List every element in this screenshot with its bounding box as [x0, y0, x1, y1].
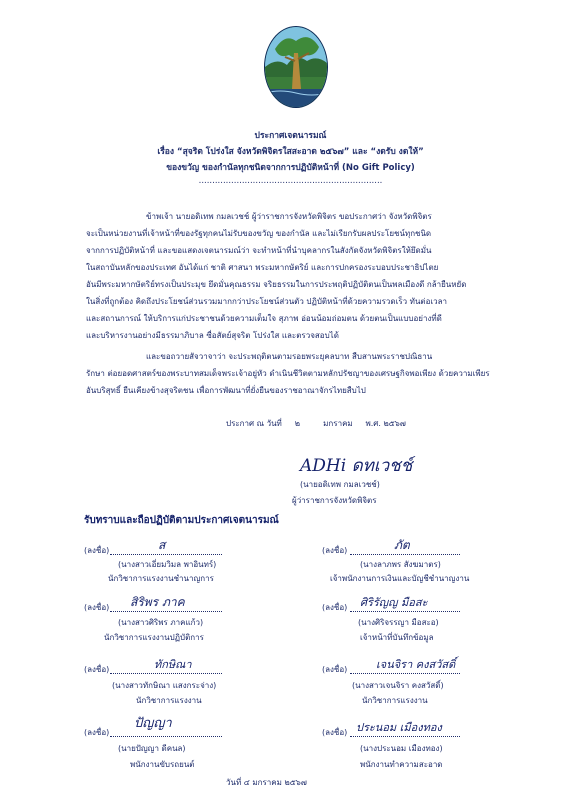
announce-day: ๒: [294, 419, 301, 428]
body-line: ในสิ่งที่ถูกต้อง คิดถึงประโยชน์ส่วนรวมมากกว่าประโยชน์ส่วนตัว ปฏิบัติหน้าที่ด้วยความรวดเร็ว ทันต่อเวลา: [86, 297, 448, 306]
sign-label: (ลงชื่อ): [84, 665, 110, 674]
signer-position: พนักงานขับรถยนต์: [130, 760, 195, 769]
signer-position: เจ้าหน้าที่บันทึกข้อมูล: [360, 633, 434, 642]
signature: ประนอม เมืองทอง: [356, 721, 442, 734]
governor-name: (นายอดิเทพ กมลเวชช์): [300, 480, 380, 489]
signature: ภัต: [394, 538, 410, 552]
signature: ส: [158, 538, 166, 552]
signer-position: นักวิชาการแรงงาน: [362, 696, 428, 705]
signature: ปัญญา: [134, 716, 172, 731]
signer-name: (นางประนอม เมืองทอง): [360, 744, 443, 753]
acknowledge-heading: รับทราบและถือปฏิบัติตามประกาศเจตนารมณ์: [84, 515, 279, 526]
announce-prefix: ประกาศ ณ วันที่: [226, 419, 282, 428]
signer-name: (นางศิริจรรญา มือสะอ): [358, 618, 439, 627]
signature: สิริพร ภาค: [130, 595, 185, 609]
governor-position: ผู้ว่าราชการจังหวัดพิจิตร: [292, 496, 377, 505]
signer-position: นักวิชาการแรงงาน: [136, 696, 202, 705]
signer-position: เจ้าพนักงานการเงินและบัญชีชำนาญงาน: [330, 574, 470, 583]
sign-label: (ลงชื่อ): [322, 603, 348, 612]
body-line: รักษา ต่อยอดศาสตร์ของพระบาทสมเด็จพระเจ้าอยู่หัว ดำเนินชีวิตตามหลักปรัชญาของเศรษฐกิจพอเพียง ด้วยความเพียร: [86, 369, 490, 378]
body-line: และบริหารงานอย่างมีธรรมาภิบาล ซื่อสัตย์สุจริต โปร่งใส และตรวจสอบได้: [86, 331, 339, 340]
signer-name: (นางสาวเจนจิรา คงสวัสดิ์): [352, 681, 444, 690]
body-line: ในสถาบันหลักของประเทศ อันได้แก่ ชาติ ศาสนา พระมหากษัตริย์ และการปกครองระบอบประชาธิปไตย: [86, 263, 439, 272]
signer-name: (นายปัญญา ดีคนล): [118, 744, 186, 753]
announcement-subject: เรื่อง “สุจริต โปร่งใส จังหวัดพิจิตรใสสะอาด ๒๕๖๗” และ “งดรับ งดให้”: [157, 147, 424, 157]
body-line: จะเป็นหน่วยงานที่เจ้าหน้าที่ของรัฐทุกคนไม่รับของขวัญ ของกำนัล และไม่เรียกรับผลประโยชน์ทุกชนิด: [86, 229, 432, 238]
header-rule: ....................................................................: [198, 176, 383, 186]
body-line: อันมีพระมหากษัตริย์ทรงเป็นประมุข ยึดมั่นคุณธรรม จริยธรรมในการประพฤติปฏิบัติตนเป็นพลเมืองดี กล้ายืนหยัด: [86, 280, 467, 289]
sign-label: (ลงชื่อ): [84, 546, 110, 555]
signer-name: (นางสาวเอี่ยมวิมล พาอินทร์): [118, 560, 217, 569]
acknowledge-date: วันที่ ๔ มกราคม ๒๕๖๗: [226, 778, 307, 787]
body-line: จากการปฏิบัติหน้าที่ และขอแสดงเจตนารมณ์ว่า จะทำหน้าที่นำบุคลากรในสังกัดจังหวัดพิจิตรให้ยึดมั่น: [86, 246, 432, 255]
provincial-seal: [264, 26, 328, 108]
signature-line: [110, 553, 222, 555]
signer-name: (นางสาวศิริพร ภาคแก้ว): [118, 618, 204, 627]
body-line: ข้าพเจ้า นายอดิเทพ กมลเวชช์ ผู้ว่าราชการจังหวัดพิจิตร ขอประกาศว่า จังหวัดพิจิตร: [146, 212, 432, 221]
signature-line: [110, 735, 222, 737]
signer-position: พนักงานทำความสะอาด: [360, 760, 443, 769]
announcement-subtitle: ของขวัญ ของกำนัลทุกชนิดจากการปฏิบัติหน้าที่ (No Gift Policy): [166, 163, 415, 173]
announce-month: มกราคม: [323, 419, 353, 428]
body-line: และขอถวายสัจวาจาว่า จะประพฤติตนตามรอยพระยุคลบาท สืบสานพระราชปณิธาน: [146, 352, 433, 361]
signature: ทักษิณา: [154, 658, 192, 671]
signer-position: นักวิชาการแรงงานปฏิบัติการ: [104, 633, 204, 642]
sign-label: (ลงชื่อ): [84, 603, 110, 612]
signer-name: (นางลาภพร สังฆมาตร): [360, 560, 441, 569]
sign-label: (ลงชื่อ): [84, 728, 110, 737]
sign-label: (ลงชื่อ): [322, 546, 348, 555]
body-line: และสถานการณ์ ให้บริการแก่ประชาชนด้วยความเต็มใจ สุภาพ อ่อนน้อมถ่อมตน ด้วยตนเป็นแบบอย่างที่ดี: [86, 314, 442, 323]
governor-signature: ADHi ดทเวชช์: [300, 456, 413, 476]
signer-position: นักวิชาการแรงงานชำนาญการ: [108, 574, 214, 583]
body-line: อันบริสุทธิ์ ยืนเคียงข้างสุจริตชน เพื่อการพัฒนาที่ยั่งยืนของราชอาณาจักรไทยสืบไป: [86, 386, 366, 395]
sign-label: (ลงชื่อ): [322, 665, 348, 674]
signature: เจนจิรา คงสวัสดิ์: [376, 658, 456, 671]
signature: ศิริรัญญ มือสะ: [360, 596, 428, 609]
announce-year: พ.ศ. ๒๕๖๗: [365, 419, 406, 428]
signer-name: (นางสาวทักษิณา แสงกระจ่าง): [112, 681, 217, 690]
announce-date: [226, 419, 406, 429]
sign-label: (ลงชื่อ): [322, 728, 348, 737]
announcement-title: ประกาศเจตนารมณ์: [254, 131, 327, 141]
